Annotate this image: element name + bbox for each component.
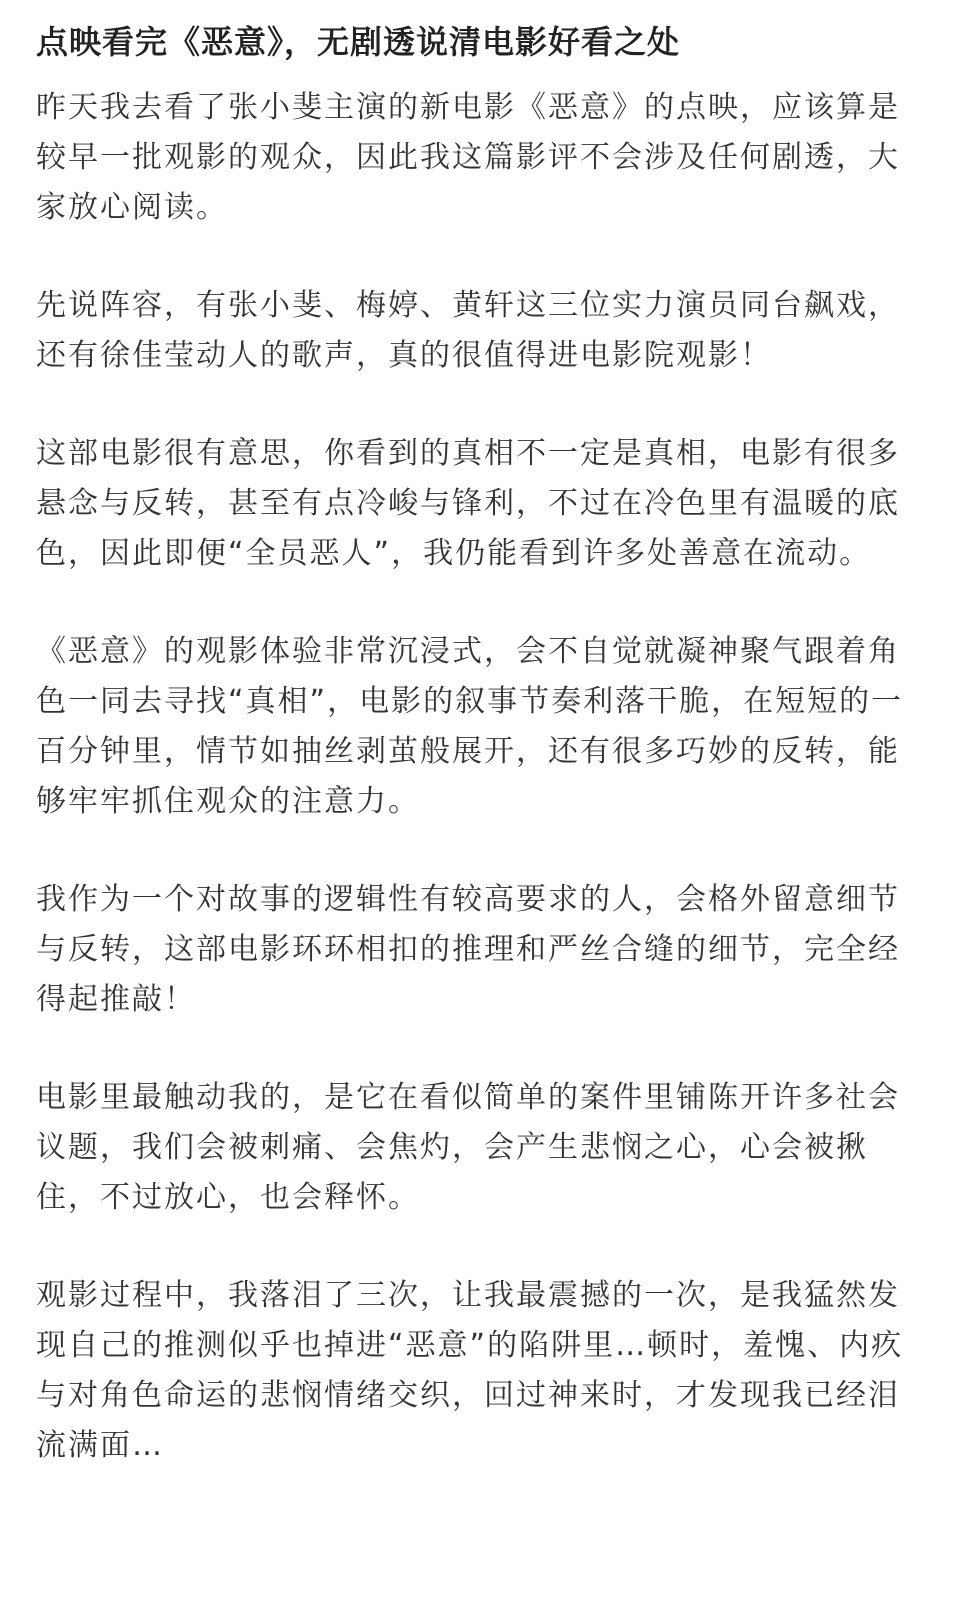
paragraph-logic: 我作为一个对故事的逻辑性有较高要求的人，会格外留意细节与反转，这部电影环环相扣的推理和严丝合缝的细节，完全经得起推敲！: [36, 882, 900, 1017]
paragraph-cast: 先说阵容，有张小斐、梅婷、黄轩这三位实力演员同台飙戏，还有徐佳莹动人的歌声，真的很值得进电影院观影！: [36, 288, 900, 373]
paragraph-immersion: 《恶意》的观影体验非常沉浸式，会不自觉就凝神聚气跟着角色一同去寻找“真相”，电影的叙事节奏利落干脆，在短短的一百分钟里，情节如抽丝剥茧般展开，还有很多巧妙的反转，能够牢牢抓住观众的注意力。: [36, 634, 904, 819]
paragraph-tears: 观影过程中，我落泪了三次，让我最震撼的一次，是我猛然发现自己的推测似乎也掉进“恶意”的陷阱里…顿时，羞愧、内疚与对角色命运的悲悯情绪交织，回过神来时，才发现我已经泪流满面…: [36, 1278, 904, 1463]
article-title: 点映看完《恶意》，无剧透说清电影好看之处: [36, 23, 681, 61]
paragraph-intro: 昨天我去看了张小斐主演的新电影《恶意》的点映，应该算是较早一批观影的观众，因此我这篇影评不会涉及任何剧透，大家放心阅读。: [36, 90, 900, 225]
paragraph-twists: 这部电影很有意思，你看到的真相不一定是真相，电影有很多悬念与反转，甚至有点冷峻与锋利，不过在冷色里有温暖的底色，因此即便“全员恶人”，我仍能看到许多处善意在流动。: [36, 436, 900, 571]
paragraph-social-issues: 电影里最触动我的，是它在看似简单的案件里铺陈开许多社会议题，我们会被刺痛、会焦灼，会产生悲悯之心，心会被揪住，不过放心，也会释怀。: [36, 1080, 900, 1215]
article: [36, 18, 916, 1471]
